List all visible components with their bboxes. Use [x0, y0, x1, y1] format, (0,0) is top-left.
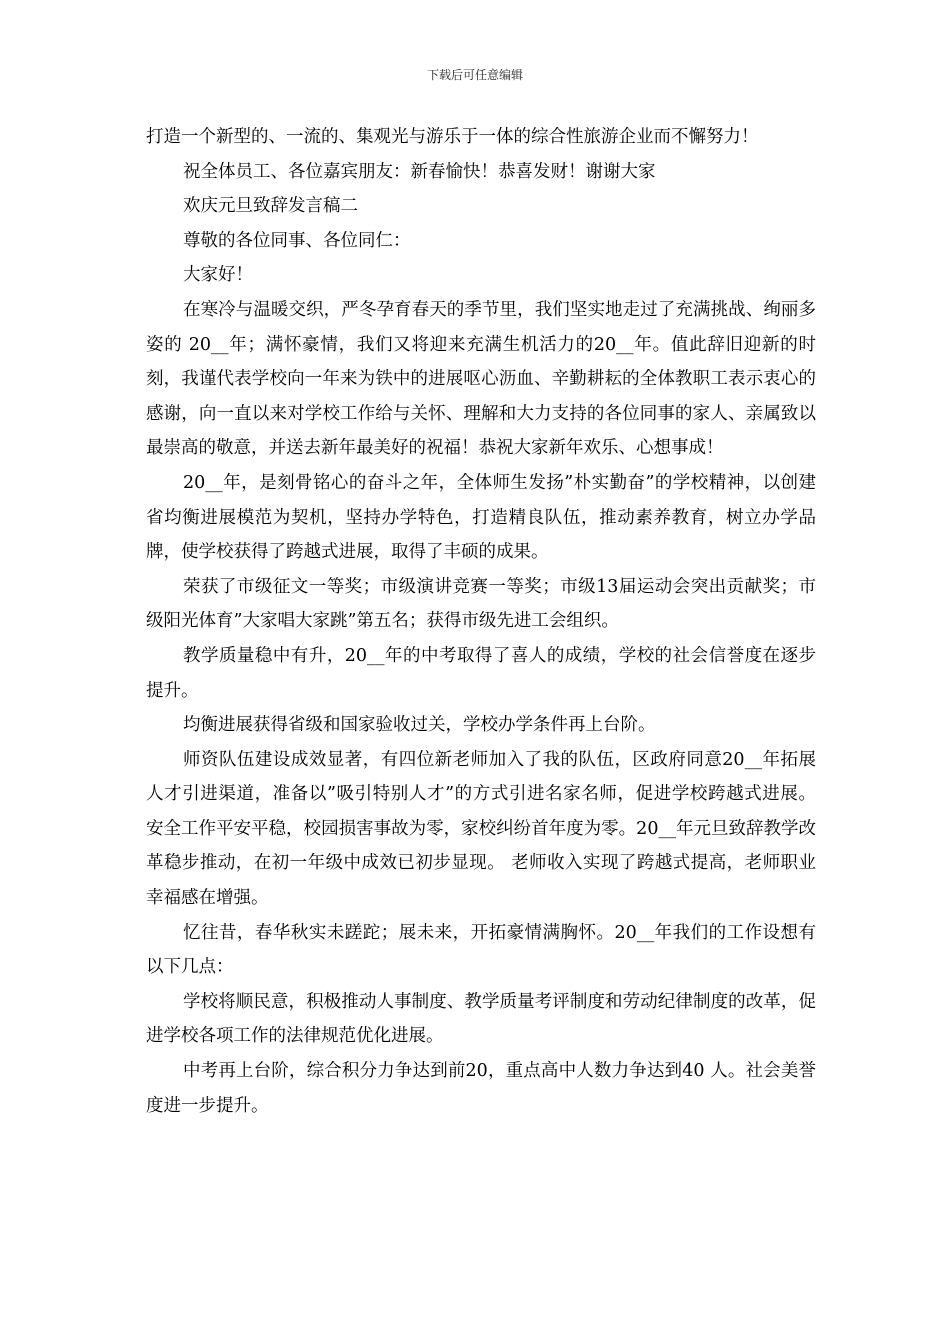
- paragraph: 师资队伍建设成效显著，有四位新老师加入了我的队伍，区政府同意20__年拓展人才引进渠道，准备以”吸引特别人才”的方式引进名家名师，促进学校跨越式进展。 安全工作平安平稳，校园损害事故为零，家校纠纷首年度为零。20__年元旦致辞教学改革稳步推动，在初一年级中成效已初步显现。 老师收入实现了跨越式提高，老师职业幸福感在增强。: [146, 749, 816, 909]
- document-body: [146, 120, 816, 1123]
- paragraph: 在寒冷与温暖交织，严冬孕育春天的季节里，我们坚实地走过了充满挑战、绚丽多姿的 20__年；满怀豪情，我们又将迎来充满生机活力的20__年。值此辞旧迎新的时刻，我谨代表学校向一年来为铁中的进展呕心沥血、辛勤耕耘的全体教职工表示衷心的感谢，向一直以来对学校工作给与关怀、理解和大力支持的各位同事的家人、亲属致以最崇高的敬意，并送去新年最美好的祝福！恭祝大家新年欢乐、心想事成！: [146, 299, 816, 459]
- paragraph: 打造一个新型的、一流的、集观光与游乐于一体的综合性旅游企业而不懈努力！: [146, 127, 759, 147]
- paragraph: 教学质量稳中有升，20__年的中考取得了喜人的成绩，学校的社会信誉度在逐步提升。: [146, 645, 816, 701]
- paragraph: 均衡进展获得省级和国家验收过关，学校办学条件再上台阶。: [183, 715, 656, 736]
- paragraph: 欢庆元旦致辞发言稿二: [183, 196, 358, 217]
- paragraph: 尊敬的各位同事、各位同仁：: [183, 230, 411, 251]
- paragraph: 忆往昔，春华秋实未蹉跎；展未来，开拓豪情满胸怀。20__年我们的工作设想有以下几点：: [146, 922, 816, 978]
- paragraph: 祝全体员工、各位嘉宾朋友：新春愉快！恭喜发财！谢谢大家: [183, 161, 656, 182]
- paragraph: 20__年，是刻骨铭心的奋斗之年，全体师生发扬”朴实勤奋”的学校精神，以创建省均衡进展模范为契机，坚持办学特色，打造精良队伍，推动素养教育，树立办学品牌，使学校获得了跨越式进展，取得了丰硕的成果。: [146, 472, 816, 563]
- paragraph: 荣获了市级征文一等奖；市级演讲竞赛一等奖；市级13届运动会突出贡献奖；市级阳光体育”大家唱大家跳”第五名；获得市级先进工会组织。: [146, 576, 816, 632]
- paragraph: 大家好！: [183, 265, 253, 286]
- paragraph: 中考再上台阶，综合积分力争达到前20，重点高中人数力争达到40 人。社会美誉度进一步提升。: [146, 1061, 816, 1116]
- paragraph: 学校将顺民意，积极推动人事制度、教学质量考评制度和劳动纪律制度的改革，促进学校各项工作的法律规范优化进展。: [146, 991, 816, 1047]
- page-header: 下载后可任意编辑: [426, 68, 523, 82]
